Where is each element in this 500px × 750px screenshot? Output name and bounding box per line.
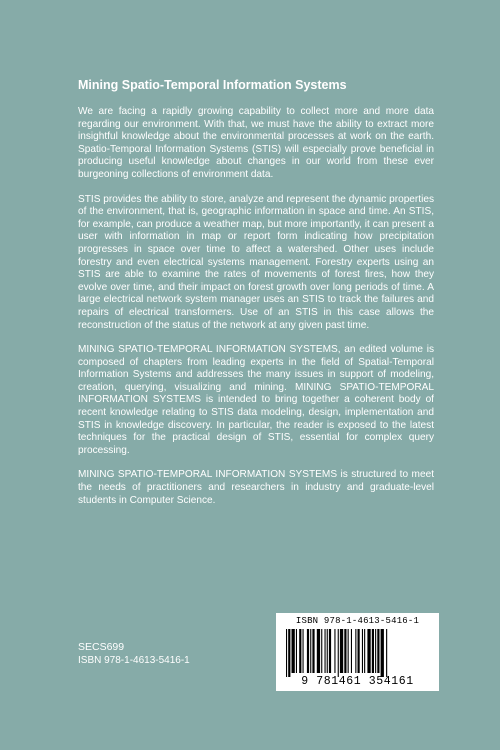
publisher-codes bbox=[78, 640, 190, 668]
barcode-digits: 9 781461 354161 bbox=[301, 675, 414, 688]
barcode-label bbox=[276, 613, 439, 691]
blurb-paragraph-4: MINING SPATIO-TEMPORAL INFORMATION SYSTEMS is structured to meet the needs of practitioners and researchers in industry and graduate-level students in Computer Science. bbox=[78, 469, 434, 506]
blurb-paragraph-2: STIS provides the ability to store, analyze and represent the dynamic properties of the environment, that is, geographic information in space and time. An STIS, for example, can produce a weather map, but more importantly, it can present a user with information in map or report form indicating how precipitation progresses in space over time to affect a watershed. Other uses include forestry and even electrical systems management. Forestry experts using an STIS are able to examine the rates of movements of forest fires, how they evolve over time, and their impact on forest growth over long periods of time. A large electrical network system manager uses an STIS to track the failures and repairs of electrical transformers. Use of an STIS in this case allows the reconstruction of the status of the network at any given past time. bbox=[78, 193, 434, 331]
blurb-text bbox=[78, 106, 434, 519]
book-title: Mining Spatio-Temporal Information Systems bbox=[78, 78, 347, 92]
blurb-paragraph-1: We are facing a rapidly growing capability to collect more and more data regarding our environment. With that, we must have the ability to extract more insightful knowledge about the environmental processes at work on the earth. Spatio-Temporal Information Systems (STIS) will especially prove beneficial in producing useful knowledge about changes in our world from these ever burgeoning collections of environment data. bbox=[78, 106, 434, 180]
blurb-paragraph-3: MINING SPATIO-TEMPORAL INFORMATION SYSTEMS, an edited volume is composed of chapters from leading experts in the field of Spatial-Temporal Information Systems and addresses the many issues in support of modeling, creation, querying, visualizing and mining. MINING SPATIO-TEMPORAL INFORMATION SYSTEMS is intended to bring together a coherent body of recent knowledge relating to STIS data modeling, design, implementation and STIS in knowledge discovery. In particular, the reader is exposed to the latest techniques for the practical design of STIS, essential for complex query processing. bbox=[78, 344, 434, 456]
isbn-line: ISBN 978-1-4613-5416-1 bbox=[78, 655, 190, 666]
barcode-icon bbox=[284, 629, 434, 677]
series-code: SECS699 bbox=[78, 641, 125, 653]
barcode-isbn: ISBN 978-1-4613-5416-1 bbox=[295, 616, 420, 626]
